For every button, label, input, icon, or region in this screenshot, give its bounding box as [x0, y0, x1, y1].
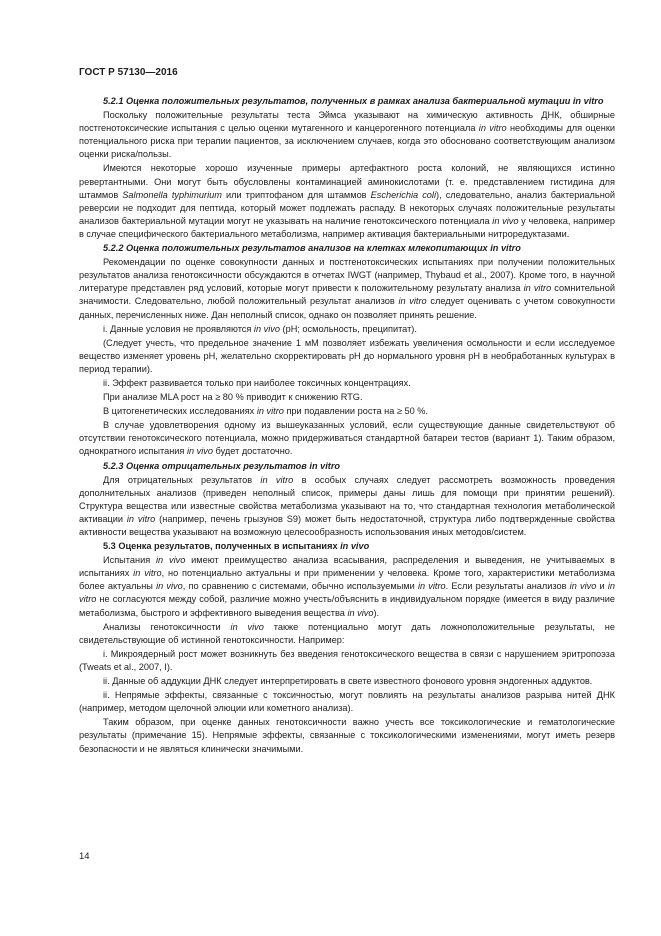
paragraph: Таким образом, при оценке данных генотоксичности важно учесть все токсикологические и гематологические результаты (примечание 15). Непрямые эффекты, связанные с токсикологическими изменениями, могут иметь резерв безопасности и не являться клинически значимыми. — [79, 717, 615, 754]
section-5-2-1-heading: 5.2.1 Оценка положительных результатов, полученных в рамках анализа бактериальной мутации in vitro — [103, 96, 604, 106]
paragraph: В случае удовлетворения одному из вышеуказанных условий, если существующие данные свидетельствуют об отсутствии генотоксического потенциала, можно придерживаться стандартной батареи тестов (вариант 1). Таким образом, однократного испытания in vivo будет достаточно. — [79, 420, 615, 457]
paragraph: Рекомендации по оценке совокупности данных и постгенотоксических испытаниях при получении положительных результатов анализа генотоксичности обсуждаются в отчетах IWGT (например, Thybaud et al., 2007). Кроме того, в научной литературе представлен ряд условий, которые могут привести к положительному результату анализа in vitro сомнительной значимости. Следовательно, любой положительный результат анализов in vitro следует оценивать с учетом совокупности данных, перечисленных ниже. Дан неполный список, однако он позволяет принять решение. — [79, 257, 615, 320]
paragraph: В цитогенетических исследованиях in vitro при подавлении роста на ≥ 50 %. — [103, 406, 429, 417]
paragraph: При анализе MLA рост на ≥ 80 % приводит к снижению RTG. — [103, 392, 363, 403]
list-item: i. Данные условия не проявляются in vivo (pH; осмольность, преципитат). — [103, 323, 417, 334]
standard-header: ГОСТ Р 57130—2016 — [79, 67, 178, 78]
paragraph: Анализы генотоксичности in vivo также потенциально могут дать ложноположительные результаты, не свидетельствующие об истинной генотоксичности. Например: — [79, 621, 615, 645]
paragraph: Имеются некоторые хорошо изученные примеры артефактного роста колоний, не являющихся истинно ревертантными. Они могут быть обусловлены контаминацией аминокислотами (т. е. представлением гистидина для штаммов Salmonella typhimurium или триптофаном для штаммов Escherichia coli), следовательно, анализ бактериальной реверсии не подходит для пептида, который может подлежать распаду. В некоторых случаях положительные результаты анализов бактериальной мутации могут не указывать на наличие генотоксического потенциала in vivo у человека, например в случае специфического бактериального метаболизма, например активация бактериальными нитроредуктазами. — [79, 163, 616, 239]
section-5-2-3-heading: 5.2.3 Оценка отрицательных результатов in vitro — [103, 460, 341, 471]
list-item: i. Микроядерный рост может возникнуть без введения генотоксического вещества в связи с нарушением эритропоэза (Tweats et al., 2007, I). — [79, 648, 615, 672]
page-body — [79, 95, 615, 757]
paragraph: (Следует учесть, что предельное значение 1 мМ позволяет избежать увеличения осмольности и если исследуемое вещество изменяет уровень pH, желательно скорректировать pH до нормального уровня pH в необработанных культурах в период терапии). — [79, 337, 615, 374]
page-number: 14 — [79, 851, 90, 862]
paragraph: Поскольку положительные результаты теста Эймса указывают на химическую активность ДНК, обширные постгенотоксические испытания с целью оценки мутагенного и канцерогенного потенциала in vitro необходимы для оценки потенциального риска при терапии пациентов, за исключением случаев, когда это обосновано соответствующим анализом оценки риска/пользы. — [79, 110, 615, 160]
list-item: ii. Непрямые эффекты, связанные с токсичностью, могут повлиять на результаты анализов разрыва нитей ДНК (например, методом щелочной элюции или кометного анализа). — [79, 690, 615, 714]
section-5-2-2-heading: 5.2.2 Оценка положительных результатов анализов на клетках млекопитающих in vitro — [103, 243, 521, 254]
paragraph: Для отрицательных результатов in vitro в особых случаях следует рассмотреть возможность проведения дополнительных анализов (приведен неполный список, примеры даны лишь для помощи при принятии решений). Структура вещества или известные свойства метаболизма указывают на то, что стандартная технология метаболической активации in vitro (например, печень грызунов S9) может быть недостаточной, структура либо подтвержденные свойства активности вещества указывают на возможную целесообразность использования иных методов/систем. — [79, 474, 616, 537]
list-item: ii. Данные об аддукции ДНК следует интерпретировать в свете известного фонового уровня эндогенных аддуктов. — [103, 676, 593, 687]
list-item: ii. Эффект развивается только при наиболее токсичных концентрациях. — [103, 377, 411, 388]
section-5-3-heading: 5.3 Оценка результатов, полученных в испытаниях in vivo — [103, 541, 370, 552]
paragraph: Испытания in vivo имеют преимущество анализа всасывания, распределения и выведения, не учитываемых в испытаниях in vitro, но потенциально актуальны и при применении у человека. Кроме того, характеристики метаболизма более актуальны in vivo, по сравнению с системами, обычно используемыми in vitro. Если результаты анализов in vivo и in vitro не согласуются между собой, различие можно учесть/объяснить в индивидуальном порядке (имеется в виду различие метаболизма, быстрого и эффективного выведения вещества in vivo). — [79, 555, 615, 618]
